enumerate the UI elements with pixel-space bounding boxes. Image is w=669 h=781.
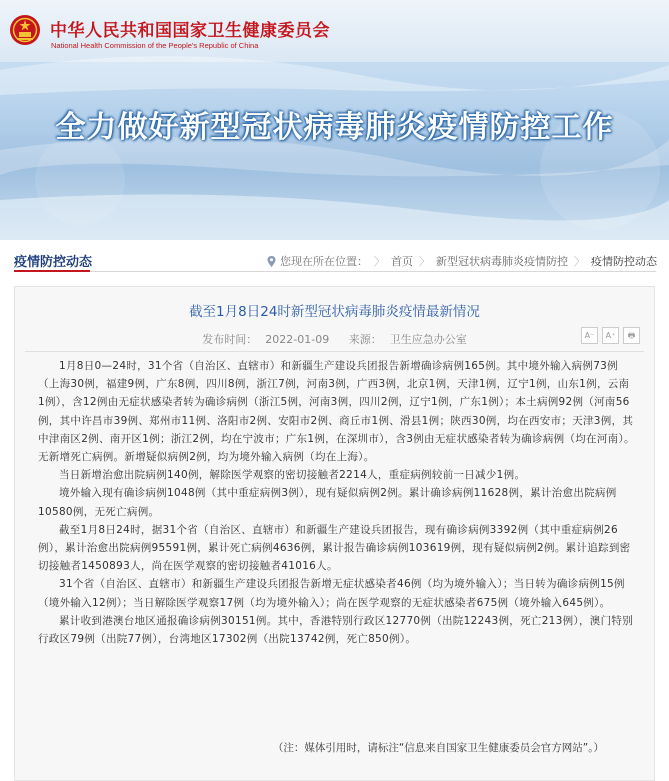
publish-label: 发布时间： [202, 333, 258, 346]
section-title-underline [14, 270, 90, 272]
paragraph: 累计收到港澳台地区通报确诊病例30151例。其中，香港特别行政区12770例（出院12243例，死亡213例），澳门特别行政区79例（出院77例），台湾地区17302例（出院13742例，死亡850例）。 [38, 614, 633, 646]
section-title[interactable]: 疫情防控动态 [14, 255, 93, 270]
header-banner [0, 0, 669, 240]
decrease-font-icon[interactable]: A⁻ [581, 327, 598, 344]
paragraph: 31个省（自治区、直辖市）和新疆生产建设兵团报告新增无症状感染者46例（均为境外输入）；当日转为确诊病例15例（境外输入12例）；当日解除医学观察17例（均为境外输入）；尚在医学观察的无症状感染者675例（境外输入645例）。 [38, 578, 625, 609]
article-divider [25, 351, 644, 352]
paragraph: 当日新增治愈出院病例140例，解除医学观察的密切接触者2214人，重症病例较前一日减少1例。 [59, 469, 526, 482]
section-nav [0, 244, 669, 274]
location-label: 您现在所在位置： [280, 255, 368, 268]
org-name-en: National Health Commission of the People's Republic of China [51, 41, 259, 50]
paragraph: 境外输入现有确诊病例1048例（其中重症病例3例），现有疑似病例2例。累计确诊病例11628例，累计治愈出院病例10580例，无死亡病例。 [38, 487, 617, 518]
source-label: 来源： [348, 333, 382, 346]
breadcrumb-separator: 〉 [374, 255, 385, 268]
breadcrumb [267, 253, 657, 269]
paragraph: 1月8日0—24时，31个省（自治区、直辖市）和新疆生产建设兵团报告新增确诊病例165例。其中境外输入病例73例（上海30例，福建9例，广东8例，四川8例，浙江7例，河南3例，广西3例，北京1例，天津1例，辽宁1例，山东1例，云南1例），含12例由无症状感染者转为确诊病例（浙江5例，河南3例，四川2例，辽宁1例，广东1例）；本土病例92例（河南56例，其中许昌市39例、郑州市11例、洛阳市2例、安阳市2例、商丘市1例、滑县1例；陕西30例，均在西安市；天津3例，其中津南区2例、南开区1例；浙江2例，均在宁波市；广东1例，在深圳市），含3例由无症状感染者转为确诊病例（均在河南）。无新增死亡病例。新增疑似病例2例，均为境外输入病例（均在上海）。 [38, 360, 635, 464]
article-body [38, 357, 635, 648]
breadcrumb-separator: 〉 [574, 255, 585, 268]
article-title: 截至1月8日24时新型冠状病毒肺炎疫情最新情况 [189, 304, 480, 320]
org-name-cn[interactable]: 中华人民共和国国家卫生健康委员会 [50, 21, 330, 41]
article-meta [15, 331, 654, 347]
paragraph: 截至1月8日24时，据31个省（自治区、直辖市）和新疆生产建设兵团报告，现有确诊病例3392例（其中重症病例26例），累计治愈出院病例95591例，累计死亡病例4636例，累计报告确诊病例103619例，现有疑似病例2例。累计追踪到密切接触者1450893人，尚在医学观察的密切接触者41016人。 [38, 523, 631, 573]
breadcrumb-current[interactable]: 疫情防控动态 [591, 255, 657, 268]
national-emblem-icon [9, 14, 41, 46]
nav-divider [14, 271, 656, 272]
breadcrumb-separator: 〉 [419, 255, 430, 268]
source-name: 卫生应急办公室 [389, 333, 467, 346]
increase-font-icon[interactable]: A⁺ [602, 327, 619, 344]
font-size-controls [581, 327, 640, 344]
article-panel [14, 286, 655, 781]
print-icon[interactable]: 🖶 [623, 327, 640, 344]
location-pin-icon [267, 256, 276, 267]
breadcrumb-covid-prevention[interactable]: 新型冠状病毒肺炎疫情防控 [436, 255, 568, 268]
banner-title: 全力做好新型冠状病毒肺炎疫情防控工作 [55, 110, 614, 145]
citation-note: （注：媒体引用时，请标注“信息来自国家卫生健康委员会官方网站”。） [272, 742, 604, 754]
publish-date: 2022-01-09 [265, 333, 330, 346]
breadcrumb-home[interactable]: 首页 [391, 255, 413, 268]
